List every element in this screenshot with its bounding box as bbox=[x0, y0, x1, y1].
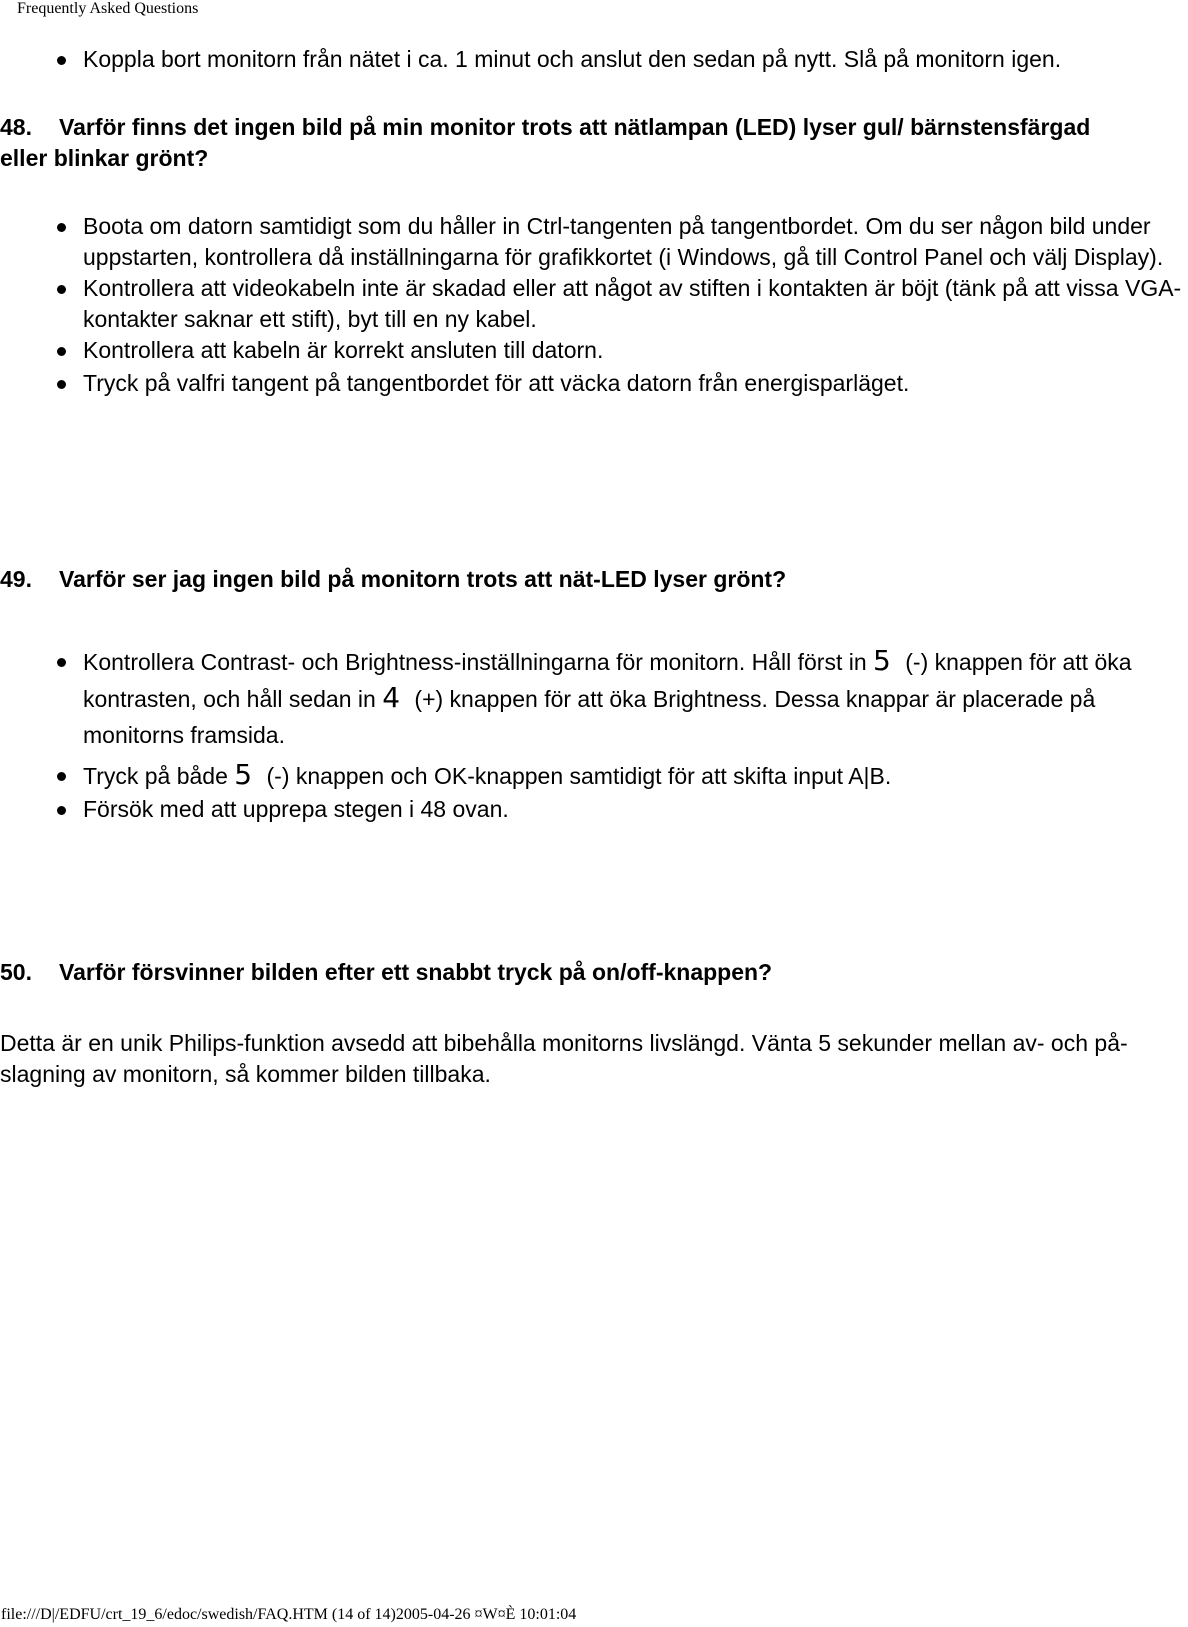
list-item bbox=[0, 44, 1185, 75]
question-50-heading bbox=[0, 957, 1100, 988]
list-item bbox=[0, 643, 1185, 753]
bullet-text-part: (+) knappen för att öka Brightness. Dessa knappar är placerade på monitorns framsida. bbox=[83, 686, 1096, 748]
intro-bullet-list bbox=[0, 44, 1188, 75]
list-item-text: Boota om datorn samtidigt som du håller in Ctrl-tangenten på tangentbordet. Om du ser någon bild under uppstarten, kontrollera då inställningarna för grafikkortet (i Windows, gå till Control Panel och välj Display). bbox=[83, 213, 1164, 270]
bullet-text-part: Kontrollera Contrast- och Brightness-inställningarna för monitorn. Håll först in bbox=[83, 649, 867, 675]
question-number: 50. bbox=[0, 959, 32, 985]
question-title: Varför försvinner bilden efter ett snabbt tryck på on/off-knappen? bbox=[59, 959, 773, 985]
list-item-text: Tryck på valfri tangent på tangentbordet för att väcka datorn från energisparläget. bbox=[83, 370, 910, 396]
page-header-title: Frequently Asked Questions bbox=[17, 0, 199, 17]
list-item bbox=[0, 335, 1185, 366]
list-item-text: Försök med att upprepa stegen i 48 ovan. bbox=[83, 796, 509, 822]
question-49-heading bbox=[0, 564, 1100, 595]
list-item bbox=[0, 368, 1185, 399]
question-title: Varför finns det ingen bild på min monitor trots att nätlampan (LED) lyser gul/ bärnstensfärgad eller blinkar grönt? bbox=[0, 114, 1091, 171]
question-number: 49. bbox=[0, 566, 32, 592]
bullet-icon bbox=[57, 380, 66, 389]
question-number: 48. bbox=[0, 114, 32, 140]
bullet-icon bbox=[57, 285, 66, 294]
bullet-icon bbox=[57, 56, 66, 65]
list-item bbox=[0, 757, 1185, 794]
list-item bbox=[0, 273, 1185, 335]
bullet-icon bbox=[57, 347, 66, 356]
question-48-answers bbox=[0, 211, 1188, 399]
bullet-text-part: Tryck på både bbox=[83, 763, 228, 789]
question-title: Varför ser jag ingen bild på monitorn trots att nät-LED lyser grönt? bbox=[59, 566, 787, 592]
list-item-text: Kontrollera att kabeln är korrekt ansluten till datorn. bbox=[83, 337, 604, 363]
bullet-text-part: (-) knappen för att öka kontrasten, och håll sedan in bbox=[83, 649, 1132, 712]
minus-key-icon: 5 bbox=[234, 758, 253, 791]
list-item bbox=[0, 211, 1185, 273]
list-item-text: Koppla bort monitorn från nätet i ca. 1 minut och anslut den sedan på nytt. Slå på monitorn igen. bbox=[83, 46, 1062, 72]
minus-key-icon: 5 bbox=[873, 644, 891, 677]
plus-key-icon: 4 bbox=[382, 681, 401, 714]
page-footer-path: file:///D|/EDFU/crt_19_6/edoc/swedish/FAQ.HTM (14 of 14)2005-04-26 ¤W¤È 10:01:04 bbox=[1, 1606, 577, 1623]
bullet-text-part: (-) knappen och OK-knappen samtidigt för att skifta input A|B. bbox=[266, 763, 892, 789]
question-48-heading bbox=[0, 112, 1100, 174]
question-50-answer: Detta är en unik Philips-funktion avsedd att bibehålla monitorns livslängd. Vänta 5 sekunder mellan av- och på-slagning av monitorn, så kommer bilden tillbaka. bbox=[0, 1030, 1128, 1087]
bullet-icon bbox=[57, 223, 66, 232]
bullet-icon bbox=[57, 658, 66, 667]
bullet-icon bbox=[57, 772, 66, 781]
bullet-icon bbox=[57, 806, 66, 815]
list-item bbox=[0, 794, 1185, 825]
list-item-text: Kontrollera att videokabeln inte är skadad eller att något av stiften i kontakten är böjt (tänk på att vissa VGA-kontakter saknar ett stift), byt till en ny kabel. bbox=[83, 275, 1182, 332]
question-49-answers bbox=[0, 643, 1188, 825]
